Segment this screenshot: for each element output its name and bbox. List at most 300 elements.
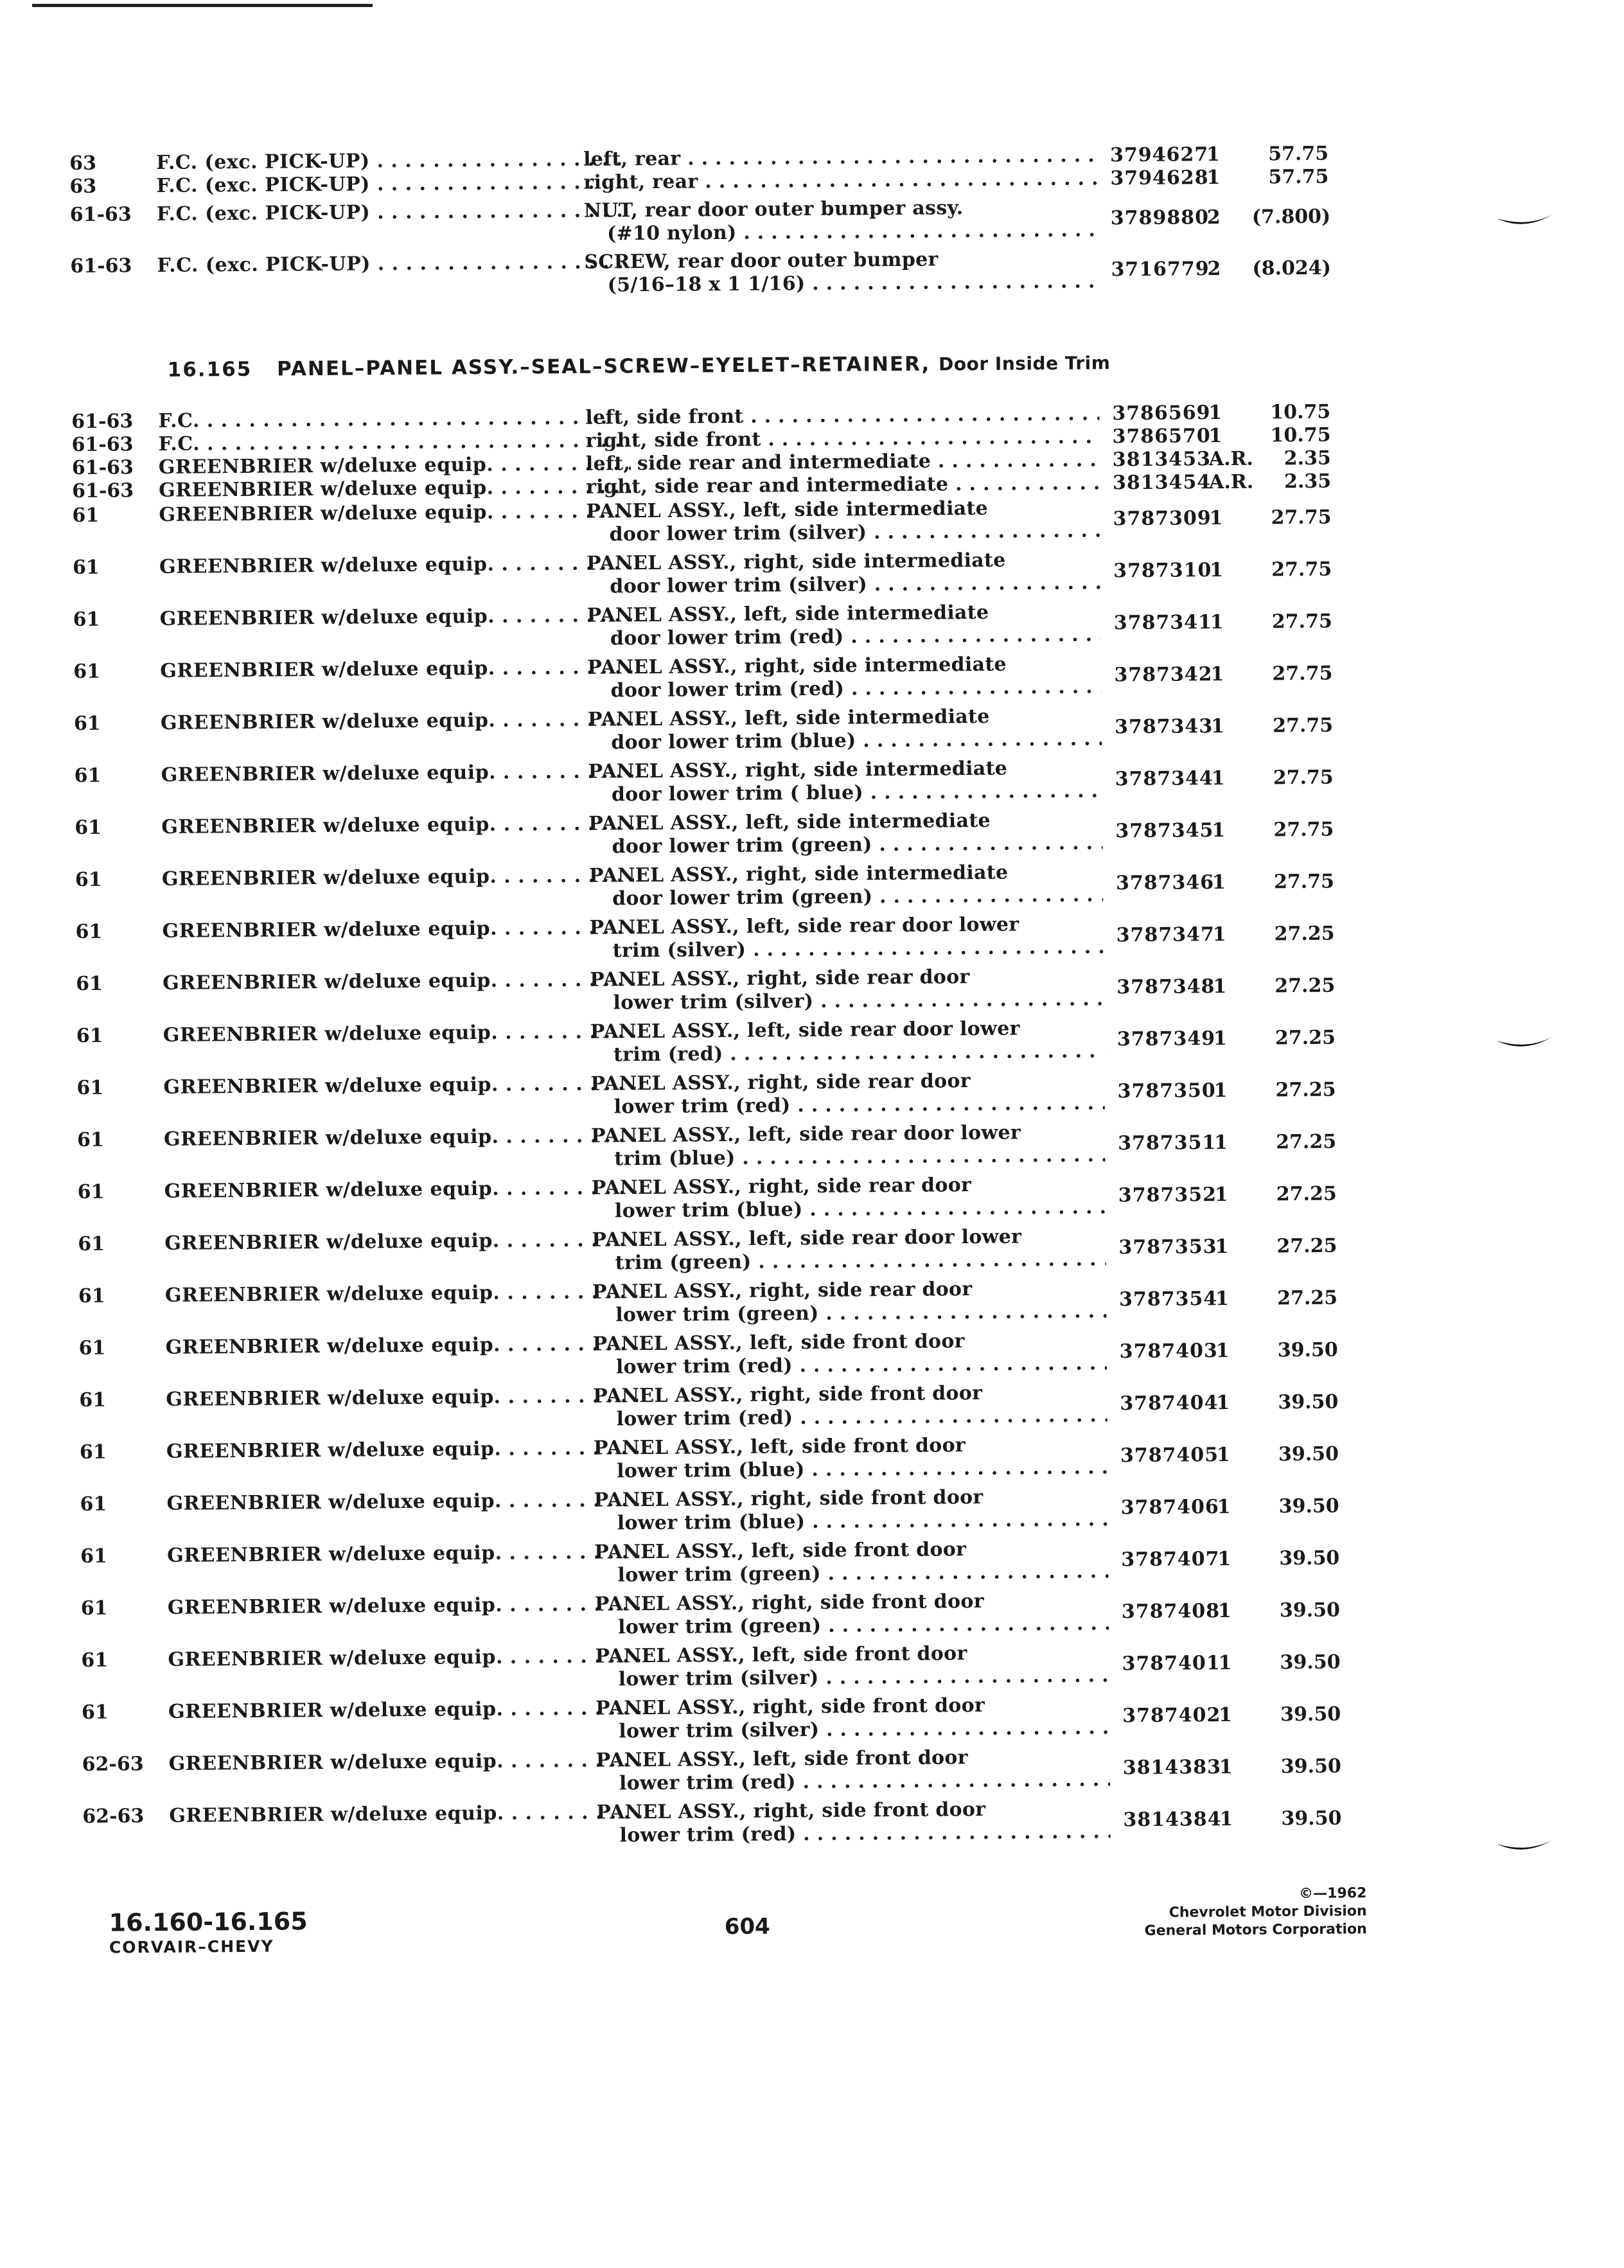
- application: [165, 1333, 637, 1360]
- quantity: 1: [1210, 662, 1224, 686]
- price: 27.25: [1276, 1286, 1338, 1310]
- description: [587, 600, 1102, 650]
- table-row: [79, 1379, 1339, 1440]
- price: 57.75: [1268, 165, 1329, 189]
- application: [165, 1280, 637, 1307]
- description-line-1: [589, 860, 1103, 887]
- model-year: 61: [74, 764, 102, 788]
- model-year: 61: [75, 816, 102, 839]
- part-number: 3787351: [1118, 1131, 1217, 1155]
- model-year: 61-63: [70, 254, 132, 278]
- price: 39.50: [1280, 1651, 1341, 1674]
- description-text: PANEL ASSY., right, side rear door: [590, 1070, 971, 1095]
- description-text: PANEL ASSY., right, side intermediate: [586, 549, 1006, 575]
- description: [596, 1745, 1111, 1795]
- description-line-2: [591, 1092, 1105, 1119]
- application-label: GREENBRIER w/deluxe equip.: [163, 1021, 499, 1047]
- application: [164, 1228, 637, 1255]
- application: [157, 199, 629, 226]
- application: [160, 656, 632, 683]
- description: [584, 247, 1099, 297]
- quantity: 1: [1210, 558, 1224, 582]
- section-subtitle: Door Inside Trim: [938, 352, 1111, 375]
- description-text: lower trim (red): [619, 1823, 797, 1847]
- description-line-1: [592, 1173, 1106, 1200]
- description: [590, 964, 1104, 1014]
- price: 10.75: [1270, 400, 1331, 424]
- quantity: 1: [1217, 1599, 1231, 1623]
- description-line-1: [595, 1589, 1109, 1616]
- table-row: [80, 1588, 1341, 1649]
- description-text: right, side rear and intermediate: [585, 473, 949, 499]
- quantity: 1: [1211, 766, 1225, 790]
- model-year: 61: [75, 868, 102, 891]
- quantity: 1: [1208, 424, 1222, 448]
- description: [587, 548, 1101, 598]
- description-text: NUT, rear door outer bumper assy.: [583, 197, 964, 222]
- model-year: 61: [76, 1076, 104, 1099]
- description-line-1: [596, 1797, 1110, 1824]
- part-number: 3794628: [1110, 166, 1209, 190]
- model-year: 61: [77, 1180, 105, 1203]
- description-text: door lower trim (blue): [611, 729, 856, 754]
- description-line-1: [589, 912, 1103, 939]
- part-number: 3787403: [1119, 1340, 1218, 1363]
- description-text: PANEL ASSY., left, side front door: [593, 1434, 966, 1460]
- description-line-1: [586, 496, 1100, 523]
- application: [159, 552, 631, 579]
- description-text: door lower trim (red): [610, 677, 845, 702]
- quantity: 1: [1219, 1703, 1233, 1727]
- price: 57.75: [1267, 142, 1329, 166]
- footer-left: [109, 1907, 308, 1956]
- description-text: (5/16–18 x 1 1/16): [607, 272, 806, 297]
- footer-right: [1144, 1884, 1367, 1940]
- description-text: lower trim (green): [615, 1302, 819, 1327]
- application-label: GREENBRIER w/deluxe equip.: [161, 761, 497, 786]
- description-line-2: [590, 988, 1104, 1014]
- table-row: [76, 963, 1336, 1024]
- quantity: 1: [1210, 610, 1224, 634]
- application: [168, 1645, 640, 1672]
- description-text: door lower trim (silver): [610, 573, 868, 598]
- description-line-2: [594, 1508, 1108, 1535]
- application-label: GREENBRIER w/deluxe equip.: [168, 1697, 504, 1723]
- description-line-2: [596, 1664, 1109, 1691]
- application-label: GREENBRIER w/deluxe equip.: [163, 1073, 499, 1099]
- model-year: 61-63: [71, 410, 134, 434]
- description-line-2: [589, 883, 1103, 910]
- description-line-2: [591, 1144, 1105, 1171]
- description-line-2: [590, 935, 1104, 962]
- model-year: 61: [78, 1336, 106, 1360]
- price: 39.50: [1280, 1703, 1341, 1726]
- application-label: GREENBRIER w/deluxe equip.: [159, 476, 494, 502]
- model-year: 61: [81, 1701, 109, 1724]
- description: [595, 1641, 1109, 1691]
- quantity: 1: [1212, 871, 1226, 894]
- model-year: 61: [80, 1493, 107, 1516]
- description-text: door lower trim (green): [612, 885, 873, 910]
- application: [156, 148, 628, 175]
- quantity: 1: [1219, 1755, 1233, 1779]
- application: [169, 1749, 641, 1776]
- application-label: F.C. (exc. PICK-UP): [157, 252, 371, 277]
- model-year: 63: [69, 175, 97, 199]
- description-text: lower trim (silver): [613, 989, 814, 1014]
- application-label: GREENBRIER w/deluxe equip.: [160, 709, 496, 734]
- application: [158, 429, 630, 456]
- model-year: 62-63: [82, 1805, 145, 1828]
- description: [594, 1433, 1108, 1483]
- application: [164, 1176, 637, 1203]
- part-number: 3787408: [1121, 1600, 1221, 1624]
- application: [164, 1124, 636, 1151]
- application: [161, 812, 633, 839]
- price: 27.75: [1272, 714, 1334, 738]
- part-number: 3787344: [1115, 767, 1214, 791]
- description-text: PANEL ASSY., left, side rear door lower: [589, 913, 1019, 939]
- part-number: 3787346: [1115, 871, 1215, 895]
- description-text: left, side rear and intermediate: [585, 450, 931, 475]
- application-label: GREENBRIER w/deluxe equip.: [161, 865, 497, 890]
- part-number: 3787401: [1122, 1652, 1221, 1676]
- description-line-2: [592, 1300, 1106, 1327]
- description: [595, 1589, 1109, 1639]
- description-text: door lower trim ( blue): [611, 781, 864, 806]
- description: [584, 195, 1099, 245]
- application-label: GREENBRIER w/deluxe equip.: [162, 917, 498, 943]
- footer-corporation: General Motors Corporation: [1144, 1921, 1367, 1939]
- description-text: PANEL ASSY., right, side front door: [594, 1485, 984, 1512]
- price: (8.024): [1252, 256, 1331, 280]
- model-year: 61: [79, 1388, 107, 1412]
- quantity: 1: [1216, 1391, 1230, 1415]
- description-text: lower trim (red): [619, 1771, 796, 1795]
- description: [583, 144, 1097, 171]
- part-number: 3787347: [1116, 923, 1215, 947]
- footer-model: CORVAIR–CHEVY: [109, 1936, 274, 1957]
- description-text: PANEL ASSY., right, side rear door: [590, 966, 970, 991]
- application: [156, 171, 628, 198]
- description-line-2: [593, 1352, 1107, 1379]
- application: [163, 968, 635, 995]
- quantity: 1: [1218, 1651, 1232, 1675]
- model-year: 61-63: [71, 433, 134, 457]
- table-row: [70, 245, 1331, 306]
- table-row: [80, 1536, 1340, 1597]
- quantity: 1: [1217, 1547, 1231, 1571]
- table-row: [75, 911, 1335, 972]
- quantity: 1: [1212, 819, 1226, 842]
- table-row: [79, 1431, 1339, 1493]
- description-line-2: [587, 519, 1100, 546]
- model-year: 61: [79, 1440, 107, 1464]
- price: 27.25: [1276, 1182, 1337, 1206]
- description-text: trim (silver): [612, 938, 746, 962]
- price: 27.75: [1273, 870, 1335, 894]
- price: 27.25: [1275, 974, 1336, 998]
- part-number: 3787349: [1116, 1027, 1216, 1051]
- application-label: F.C.: [158, 409, 200, 432]
- description-text: PANEL ASSY., left, side front door: [596, 1746, 968, 1772]
- description-text: PANEL ASSY., left, side front door: [594, 1538, 967, 1564]
- model-year: 61: [75, 920, 103, 943]
- description-text: PANEL ASSY., right, side front door: [593, 1381, 983, 1408]
- top-rows: [0, 0, 1615, 297]
- description-line-1: [583, 167, 1097, 194]
- application-label: GREENBRIER w/deluxe equip.: [169, 1802, 504, 1827]
- description: [592, 1277, 1107, 1327]
- quantity: 1: [1212, 923, 1226, 946]
- price: 10.75: [1270, 423, 1331, 447]
- description: [590, 1068, 1105, 1119]
- model-year: 61: [78, 1284, 105, 1307]
- part-number: 3787354: [1118, 1288, 1218, 1311]
- description: [588, 808, 1103, 858]
- application: [160, 604, 632, 631]
- description-line-2: [593, 1404, 1107, 1431]
- application-label: F.C. (exc. PICK-UP): [156, 173, 371, 197]
- model-year: 61: [72, 504, 100, 527]
- application-label: GREENBRIER w/deluxe equip.: [164, 1281, 500, 1307]
- price: 27.25: [1275, 1026, 1336, 1050]
- model-year: 61: [73, 712, 101, 736]
- model-year: 61: [73, 608, 100, 632]
- quantity: 1: [1213, 1027, 1227, 1050]
- part-number: 3789880: [1110, 206, 1210, 230]
- description-text: lower trim (red): [613, 1094, 791, 1119]
- price: 39.50: [1278, 1442, 1339, 1466]
- part-number: 3787345: [1115, 819, 1214, 843]
- description-line-1: [594, 1485, 1108, 1512]
- table-row: [73, 703, 1334, 764]
- description-text: lower trim (blue): [617, 1511, 806, 1535]
- part-number: 3813454: [1112, 471, 1212, 495]
- part-number: 3814383: [1122, 1756, 1222, 1780]
- application: [166, 1489, 639, 1516]
- description-line-2: [587, 623, 1101, 650]
- table-row: [77, 1171, 1337, 1232]
- price: 39.50: [1280, 1755, 1341, 1778]
- quantity: 1: [1213, 975, 1227, 998]
- table-row: [78, 1223, 1337, 1284]
- price: 39.50: [1278, 1390, 1339, 1414]
- quantity: 1: [1206, 166, 1221, 190]
- description-text: PANEL ASSY., left, side front door: [592, 1330, 965, 1356]
- description-text: lower trim (red): [615, 1354, 793, 1379]
- description-text: lower trim (green): [617, 1562, 821, 1587]
- application-label: GREENBRIER w/deluxe equip.: [164, 1229, 500, 1255]
- quantity: 1: [1215, 1339, 1230, 1363]
- application-label: GREENBRIER w/deluxe equip.: [166, 1437, 502, 1463]
- part-number: 3787406: [1120, 1496, 1219, 1519]
- model-year: 61: [76, 972, 103, 995]
- application-label: GREENBRIER w/deluxe equip.: [159, 501, 494, 526]
- description-line-1: [588, 808, 1102, 835]
- footer-copyright: ©—1962: [1299, 1885, 1367, 1902]
- quantity: 1: [1215, 1287, 1230, 1311]
- description-text: SCREW, rear door outer bumper: [584, 248, 939, 274]
- quantity: 1: [1214, 1131, 1228, 1155]
- application: [168, 1697, 640, 1724]
- description-text: PANEL ASSY., left, side rear door lower: [592, 1225, 1022, 1252]
- model-year: 63: [69, 152, 97, 175]
- application-label: F.C. (exc. PICK-UP): [155, 150, 370, 174]
- binder-tick-mark-icon: [1496, 212, 1553, 231]
- quantity: 1: [1208, 401, 1222, 425]
- description-text: left, side front: [585, 405, 744, 429]
- table-row: [76, 1015, 1336, 1076]
- description-text: PANEL ASSY., left, side rear door lower: [590, 1121, 1021, 1147]
- application: [162, 864, 634, 891]
- table-row: [73, 651, 1333, 712]
- description-line-1: [590, 964, 1104, 991]
- description: [594, 1537, 1109, 1587]
- price: (7.800): [1251, 205, 1331, 229]
- description-text: right, rear: [583, 170, 698, 194]
- model-year: 62-63: [82, 1753, 144, 1776]
- model-year: 61: [80, 1545, 108, 1568]
- table-row: [81, 1640, 1341, 1701]
- price: 27.75: [1271, 558, 1332, 581]
- price: 2.35: [1284, 447, 1331, 470]
- application: [162, 916, 634, 943]
- application: [166, 1385, 638, 1412]
- description-text: left, rear: [583, 147, 681, 171]
- table-row: [82, 1796, 1342, 1857]
- application: [159, 452, 631, 479]
- description-text: PANEL ASSY., right, side intermediate: [588, 757, 1008, 783]
- price: 27.75: [1272, 662, 1333, 686]
- description-text: PANEL ASSY., left, side intermediate: [588, 809, 991, 835]
- footer-division: Chevrolet Motor Division: [1169, 1903, 1367, 1921]
- table-row: [74, 755, 1334, 816]
- description: [588, 704, 1102, 754]
- application-label: GREENBRIER w/deluxe equip.: [163, 969, 498, 995]
- description: [589, 860, 1104, 910]
- part-number: 3787342: [1114, 663, 1213, 687]
- description-line-2: [595, 1612, 1109, 1639]
- description-text: lower trim (green): [617, 1614, 822, 1639]
- table-row: [81, 1692, 1341, 1753]
- application-label: GREENBRIER w/deluxe equip.: [166, 1385, 501, 1411]
- description-line-1: [587, 548, 1100, 575]
- price: 27.25: [1276, 1130, 1337, 1154]
- part-number: 3716779: [1111, 258, 1210, 281]
- description-text: PANEL ASSY., right, side intermediate: [587, 653, 1007, 679]
- description: [589, 912, 1104, 962]
- application-label: F.C. (exc. PICK-UP): [156, 201, 371, 226]
- quantity: 1: [1216, 1443, 1230, 1467]
- quantity: 1: [1209, 506, 1223, 530]
- description-line-1: [587, 652, 1101, 679]
- table-row: [76, 1067, 1336, 1128]
- description-text: PANEL ASSY., left, side intermediate: [586, 497, 989, 523]
- model-year: 61: [76, 1024, 103, 1047]
- application-label: GREENBRIER w/deluxe equip.: [166, 1489, 502, 1515]
- description: [588, 756, 1102, 806]
- quantity: 1: [1206, 143, 1221, 166]
- description-line-2: [596, 1716, 1109, 1743]
- table-row: [76, 1119, 1337, 1180]
- section-heading: [168, 351, 1111, 382]
- part-number: 3794627: [1109, 143, 1209, 167]
- part-number: 3813453: [1112, 448, 1212, 472]
- description: [592, 1225, 1106, 1275]
- application-label: GREENBRIER w/deluxe equip.: [159, 553, 495, 578]
- description: [583, 167, 1097, 194]
- application: [163, 1072, 635, 1099]
- page-number: 604: [724, 1913, 770, 1940]
- price: 27.75: [1273, 766, 1334, 790]
- table-row: [73, 599, 1332, 660]
- description-text: right, side front: [585, 428, 761, 452]
- model-year: 61-63: [72, 479, 134, 503]
- description-text: trim (green): [615, 1250, 752, 1275]
- application: [157, 251, 629, 278]
- description-text: PANEL ASSY., left, side intermediate: [587, 705, 990, 731]
- application-label: GREENBRIER w/deluxe equip.: [165, 1333, 501, 1359]
- description-line-2: [590, 1040, 1104, 1067]
- description-line-2: [596, 1820, 1110, 1847]
- description-line-1: [586, 472, 1100, 499]
- application: [159, 500, 631, 527]
- application: [161, 760, 633, 787]
- price: 39.50: [1279, 1599, 1341, 1622]
- application: [168, 1593, 640, 1620]
- table-row: [78, 1327, 1338, 1388]
- application: [158, 406, 630, 433]
- application: [167, 1541, 639, 1568]
- description: [586, 472, 1100, 499]
- application-label: GREENBRIER w/deluxe equip.: [164, 1177, 500, 1203]
- section-number: 16.165: [167, 357, 252, 382]
- price: 27.75: [1271, 610, 1332, 633]
- part-number: 3787352: [1118, 1183, 1217, 1207]
- model-year: 61-63: [69, 203, 132, 227]
- description-text: door lower trim (green): [612, 833, 872, 858]
- price: 39.50: [1278, 1494, 1339, 1518]
- quantity: 1: [1219, 1807, 1233, 1831]
- application: [163, 1020, 635, 1047]
- binder-tick-mark-icon: [1496, 1034, 1553, 1054]
- application-label: GREENBRIER w/deluxe equip.: [168, 1750, 504, 1775]
- table-row: [72, 495, 1332, 556]
- description-line-2: [587, 675, 1101, 702]
- description-line-1: [584, 247, 1098, 274]
- description-line-1: [583, 144, 1097, 171]
- application-label: GREENBRIER w/deluxe equip.: [159, 605, 495, 630]
- quantity: 1: [1217, 1495, 1231, 1519]
- part-number: 3787343: [1114, 715, 1214, 739]
- part-number: 3787309: [1113, 507, 1212, 531]
- application-label: GREENBRIER w/deluxe equip.: [168, 1645, 503, 1671]
- description-text: PANEL ASSY., left, side front door: [595, 1642, 967, 1668]
- quantity: A.R.: [1208, 447, 1254, 471]
- description-text: (#10 nylon): [606, 221, 737, 245]
- description-text: PANEL ASSY., right, side intermediate: [588, 861, 1009, 887]
- description-line-1: [592, 1225, 1106, 1252]
- part-number: 3787350: [1117, 1079, 1216, 1103]
- description: [587, 652, 1102, 702]
- model-year: 61: [76, 1128, 104, 1151]
- application: [169, 1801, 641, 1828]
- application: [159, 475, 631, 502]
- description-text: trim (red): [613, 1043, 723, 1067]
- description-line-2: [592, 1196, 1106, 1223]
- description-text: PANEL ASSY., left, side rear door lower: [590, 1017, 1020, 1043]
